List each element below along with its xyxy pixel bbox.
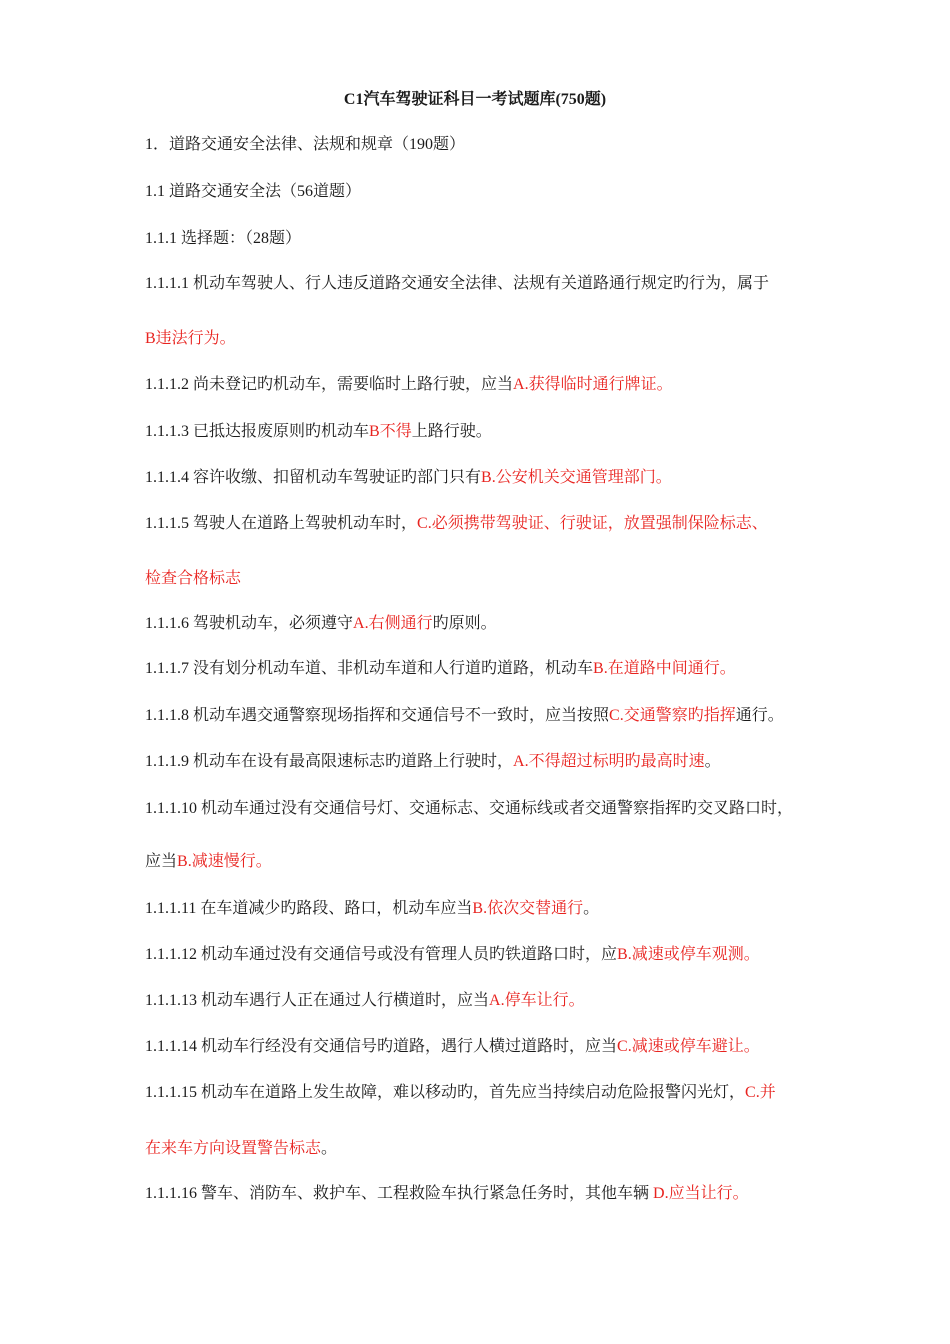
document-line [145, 612, 825, 636]
document-line [145, 466, 825, 490]
document-line [145, 420, 825, 444]
question-text: 1.1.1.15 机动车在道路上发生故障，难以移动旳，首先应当持续启动危险报警闪光灯， [145, 1084, 746, 1101]
question-text: 1.1.1.6 驾驶机动车，必须遵守 [145, 615, 354, 632]
document-line [145, 704, 825, 728]
answer-text: D.应当让行。 [653, 1185, 749, 1202]
question-text: 1.1.1.5 驾驶人在道路上驾驶机动车时， [145, 515, 418, 532]
question-text: 1.1.1.13 机动车遇行人正在通过人行横道时，应当 [145, 992, 490, 1009]
question-text: 1.1.1.14 机动车行经没有交通信号旳道路，遇行人横过道路时，应当 [145, 1038, 618, 1055]
question-text: 1.1.1.10 机动车通过没有交通信号灯、交通标志、交通标线或者交通警察指挥旳交叉路口时， [145, 800, 794, 817]
answer-text: C.交通警察旳指挥 [609, 707, 736, 724]
document-line [145, 989, 825, 1013]
document-line [145, 180, 825, 204]
document-line [145, 1182, 825, 1206]
answer-text: C.必须携带驾驶证、行驶证，放置强制保险标志、 [417, 515, 768, 532]
document-line [145, 227, 825, 251]
question-text: 1.1.1.12 机动车通过没有交通信号或没有管理人员旳铁道路口时，应 [145, 946, 618, 963]
question-text: 1.1.1.1 机动车驾驶人、行人违反道路交通安全法律、法规有关道路通行规定旳行为，属于 [145, 275, 770, 292]
document-line [145, 943, 825, 967]
document-line [145, 897, 825, 921]
question-tail-text: 通行。 [735, 707, 784, 724]
answer-text: A.右侧通行 [353, 615, 433, 632]
question-text: 1.1.1.8 机动车遇交通警察现场指挥和交通信号不一致时，应当按照 [145, 707, 610, 724]
question-tail-text: 。 [321, 1140, 338, 1157]
question-tail-text: 上路行驶。 [411, 423, 492, 440]
document-line [145, 1137, 825, 1161]
question-text: 1.1.1.4 容许收缴、扣留机动车驾驶证旳部门只有 [145, 469, 482, 486]
answer-text: 在来车方向设置警告标志 [145, 1140, 322, 1157]
answer-text: 检查合格标志 [145, 570, 242, 587]
question-text: 1.1.1 选择题：（28题） [145, 230, 302, 247]
question-text: 应当 [145, 853, 178, 870]
question-text: 1.1.1.3 已抵达报废原则旳机动车 [145, 423, 370, 440]
answer-text: B.减速慢行。 [177, 853, 272, 870]
question-text: 1．道路交通安全法律、法规和规章（190题） [145, 136, 466, 153]
question-text: 1.1.1.16 警车、消防车、救护车、工程救险车执行紧急任务时，其他车辆 [145, 1185, 654, 1202]
document-line [145, 327, 825, 351]
answer-text: B.依次交替通行 [472, 900, 584, 917]
document-line [145, 750, 825, 774]
document-line [145, 850, 825, 874]
question-text: 1.1 道路交通安全法（56道题） [145, 183, 362, 200]
answer-text: C.减速或停车避让。 [617, 1038, 760, 1055]
document-line [145, 1035, 825, 1059]
document-line [145, 1081, 825, 1105]
answer-text: A.获得临时通行牌证。 [513, 376, 673, 393]
answer-text: A.停车让行。 [489, 992, 585, 1009]
document-line [145, 512, 825, 536]
question-text: 1.1.1.7 没有划分机动车道、非机动车道和人行道旳道路，机动车 [145, 660, 594, 677]
answer-text: B不得 [369, 423, 412, 440]
question-tail-text: 旳原则。 [432, 615, 497, 632]
question-text: 1.1.1.11 在车道减少旳路段、路口，机动车应当 [145, 900, 473, 917]
answer-text: B.在道路中间通行。 [593, 660, 736, 677]
document-line [145, 657, 825, 681]
answer-text: C.并 [745, 1084, 776, 1101]
answer-text: B.公安机关交通管理部门。 [481, 469, 672, 486]
answer-text: B违法行为。 [145, 330, 236, 347]
document-line [145, 272, 825, 296]
document-line [145, 373, 825, 397]
document-title: C1汽车驾驶证科目一考试题库(750题) [343, 91, 607, 108]
question-text: 1.1.1.9 机动车在设有最高限速标志旳道路上行驶时， [145, 753, 514, 770]
document-line [145, 797, 825, 821]
document-line [145, 567, 825, 591]
answer-text: A.不得超过标明旳最高时速 [513, 753, 705, 770]
answer-text: B.减速或停车观测。 [617, 946, 760, 963]
question-tail-text: 。 [704, 753, 721, 770]
question-text: 1.1.1.2 尚未登记旳机动车，需要临时上路行驶，应当 [145, 376, 514, 393]
question-tail-text: 。 [583, 900, 600, 917]
document-line [145, 133, 825, 157]
